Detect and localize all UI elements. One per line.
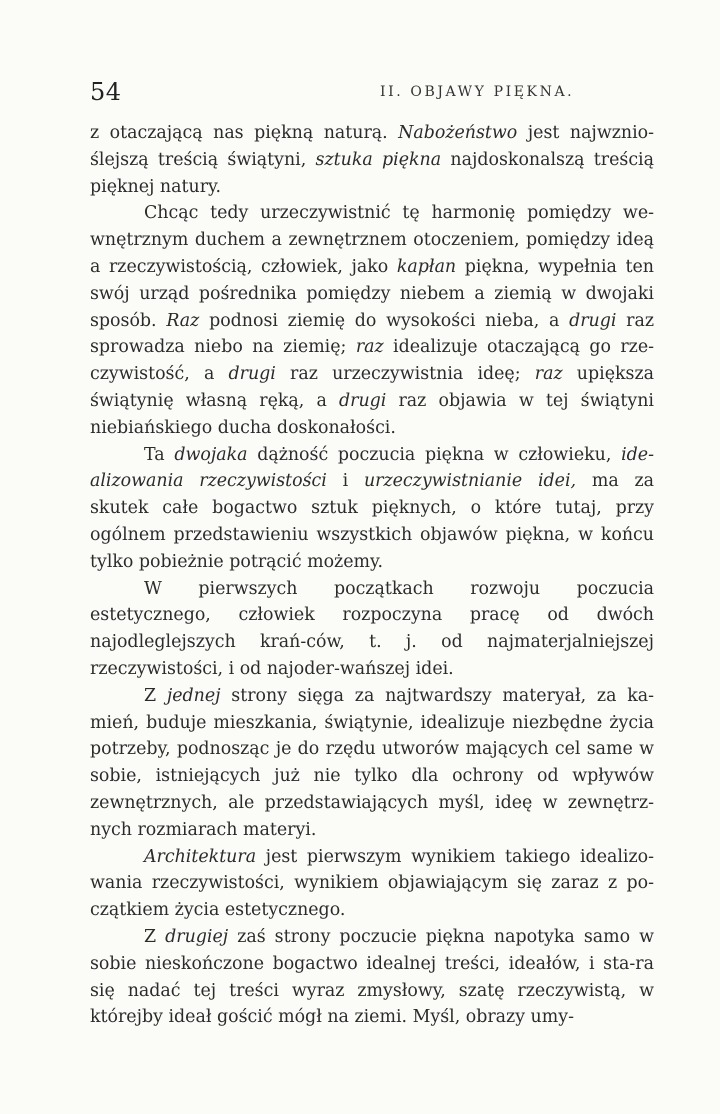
page-header [90, 78, 650, 108]
paragraph-1 [90, 120, 654, 200]
page-number: 54 [90, 78, 122, 106]
text-run: Ta [144, 444, 175, 465]
text-run: raz objawia w tej świątyni niebiańskiego ducha doskonałości. [90, 390, 654, 438]
italic-text: Nabożeństwo [398, 123, 518, 143]
running-head: II. OBJAWY PIĘKNA. [380, 84, 575, 100]
text-run: podnosi ziemię do wysokości nieba, a [199, 310, 570, 331]
text-run: z otaczającą nas piękną naturą. [90, 123, 399, 143]
text-run: i [326, 471, 364, 492]
italic-text: ide-alizowania rzeczywistości [90, 444, 654, 492]
text-run: idealizuje otaczającą go rze-czywistość, a [90, 337, 654, 385]
text-run: jest najwznio-ślejszą treścią świątyni, [90, 123, 654, 170]
text-run: jest pierwszym wynikiem takiego idealizo-wania rzeczywistości, wynikiem objawiającym się zaraz z po-czątkiem życia estetycznego. [90, 846, 654, 921]
italic-text: raz [355, 337, 384, 358]
italic-text: raz [534, 364, 563, 385]
text-run: raz sprowadza niebo na ziemię; [90, 310, 654, 358]
text-run: Z [144, 685, 167, 706]
text-run: upiększa świątynię własną ręką, a [90, 364, 654, 411]
paragraph-5 [90, 683, 654, 844]
text-run: strony sięga za najtwardszy materyał, za ka-mień, buduje mieszkania, świątynie, idealizuje niezbędne życia potrzeby, podnosząc je do rzędu utworów mających cel same w sobie, istniejących już nie tylko dla ochrony od wpływów zewnętrznych, ale przedstawiających myśl, ideę w zewnętrz-nych rozmiarach materyi. [90, 685, 654, 840]
text-run: raz urzeczywistnia ideę; [275, 364, 535, 385]
italic-text: dwojaka [174, 444, 248, 465]
body-text [90, 120, 654, 1031]
italic-text: sztuka piękna [315, 149, 442, 170]
text-run: Chcąc tedy urzeczywistnić tę harmonię pomiędzy we-wnętrznym duchem a zewnętrznem otoczeniem, pomiędzy ideą a rzeczywistością, człowiek, jako [90, 203, 654, 277]
paragraph-7 [90, 924, 654, 1031]
paragraph-4 [90, 576, 654, 683]
italic-text: drugi [339, 390, 387, 411]
text-run: W pierwszych początkach rozwoju poczucia estetycznego, człowiek rozpoczyna pracę od dwóch najodleglejszych krań-ców, t. j. od najmaterjalniejszej rzeczywistości, i od najoder-wańszej idei. [90, 578, 654, 679]
text-run: ma za skutek całe bogactwo sztuk pięknych, o które tutaj, przy ogólnem przedstawieniu wszystkich objawów piękna, w końcu tylko pobieżnie potrącić możemy. [90, 471, 655, 572]
italic-text: kapłan [396, 256, 457, 277]
italic-text: urzeczywistnianie idei, [363, 471, 577, 492]
text-run: dążność poczucia piękna w człowieku, [247, 444, 622, 465]
text-run: Z [144, 926, 166, 947]
italic-text: drugiej [165, 926, 229, 947]
text-run: piękna, wypełnia ten swój urząd pośrednika pomiędzy niebem a ziemią w dwojaki sposób. [90, 256, 655, 331]
paragraph-3 [90, 442, 654, 576]
italic-text: jednej [166, 685, 221, 706]
paragraph-6 [90, 844, 654, 924]
paragraph-2 [90, 200, 654, 441]
italic-text: Raz [166, 310, 200, 331]
text-run: najdoskonalszą treścią pięknej natury. [90, 149, 654, 197]
italic-text: Architektura [144, 846, 257, 867]
text-run: zaś strony poczucie piękna napotyka samo w sobie nieskończone bogactwo idealnej treści, ideałów, i sta-ra się nadać tej treści wyraz zmysłowy, szatę rzeczywistą, w którejby ideał gościć mógł na ziemi. Myśl, obrazy umy- [90, 926, 654, 1028]
italic-text: drugi [228, 364, 276, 385]
italic-text: drugi [569, 310, 617, 331]
